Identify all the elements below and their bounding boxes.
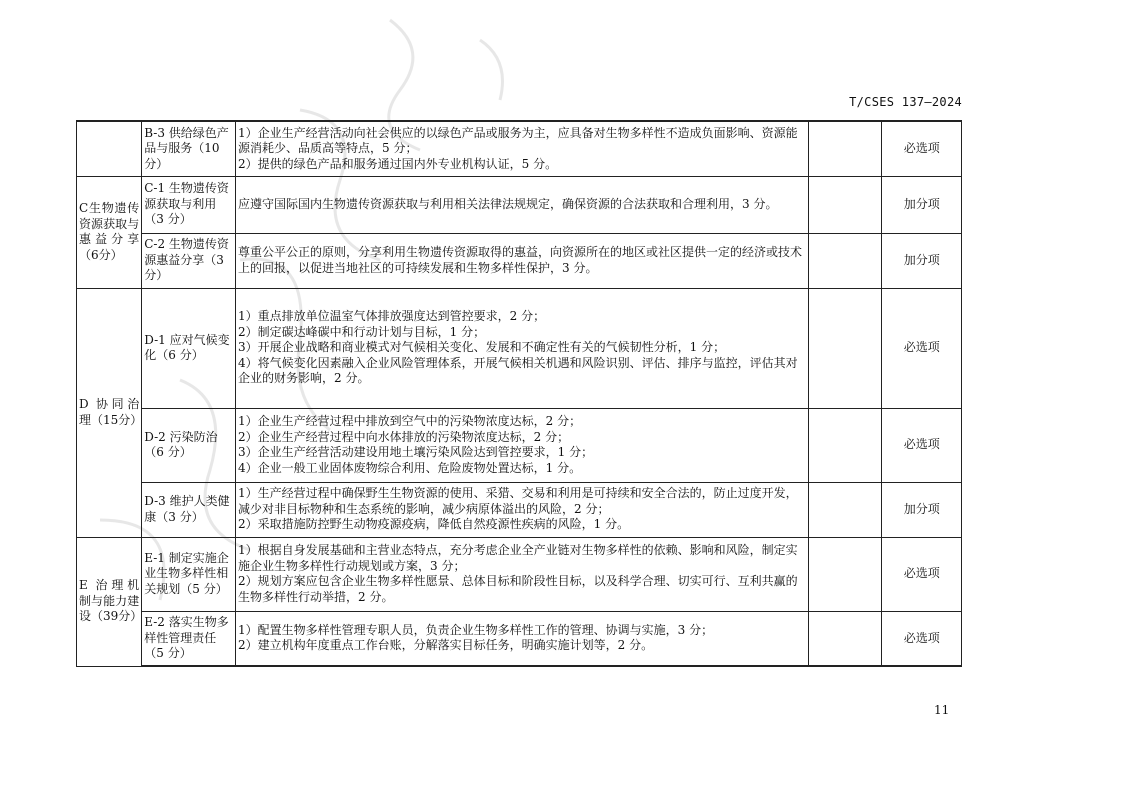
group-cell-d: D 协同治理（15分）: [77, 288, 142, 537]
sub-indicator: B-3 供给绿色产品与服务（10分）: [142, 121, 236, 176]
sub-indicator: E-1 制定实施企业生物多样性相关规划（5 分）: [142, 537, 236, 611]
sub-indicator: C-2 生物遗传资源惠益分享（3 分）: [142, 233, 236, 288]
scoring-line: 4）企业一般工业固体废物综合利用、危险废物处置达标，1 分。: [238, 460, 582, 475]
item-type: 必选项: [882, 537, 962, 611]
table-row: [77, 482, 962, 537]
blank-cell: [809, 408, 882, 482]
blank-cell: [809, 537, 882, 611]
item-type: 必选项: [882, 288, 962, 408]
standard-code: T/CSES 137—2024: [849, 95, 962, 109]
sub-indicator: D-1 应对气候变化（6 分）: [142, 288, 236, 408]
scoring-line: 2）建立机构年度重点工作台账，分解落实目标任务，明确实施计划等，2 分。: [238, 638, 654, 653]
item-type: 加分项: [882, 176, 962, 233]
blank-cell: [809, 121, 882, 176]
scoring-content: [236, 408, 809, 482]
item-type: 加分项: [882, 482, 962, 537]
table-row: [77, 611, 962, 666]
scoring-line: 2）提供的绿色产品和服务通过国内外专业机构认证，5 分。: [238, 156, 558, 171]
evaluation-table: [76, 120, 962, 667]
group-cell-c: C生物遗传资源获取与惠益分享（6分）: [77, 176, 142, 288]
scoring-line: 1）企业生产经营活动向社会供应的以绿色产品或服务为主，应具备对生物多样性不造成负面影响、资源能源消耗少、品质高等特点，5 分；: [238, 125, 798, 155]
item-type: 必选项: [882, 611, 962, 666]
scoring-line: 1）企业生产经营过程中排放到空气中的污染物浓度达标，2 分；: [238, 414, 582, 428]
scoring-line: 1）生产经营过程中确保野生生物资源的使用、采猎、交易和利用是可持续和安全合法的，防止过度开发，减少对非目标物种和生态系统的影响，减少病原体溢出的风险，2 分；: [238, 486, 798, 516]
group-cell-e: E 治理机制与能力建设（39分）: [77, 537, 142, 666]
scoring-line: 2）规划方案应包含企业生物多样性愿景、总体目标和阶段性目标，以及科学合理、切实可行、互利共赢的生物多样性行动举措，2 分。: [238, 574, 798, 604]
scoring-line: 4）将气候变化因素融入企业风险管理体系，开展气候相关机遇和风险识别、评估、排序与监控，评估其对企业的财务影响，2 分。: [238, 355, 798, 386]
table-row: [77, 537, 962, 611]
sub-indicator: C-1 生物遗传资源获取与利用（3 分）: [142, 176, 236, 233]
scoring-content: [236, 611, 809, 666]
scoring-line: 2）采取措施防控野生动物疫源疫病，降低自然疫源性疾病的风险，1 分。: [238, 517, 630, 532]
scoring-line: 2）企业生产经营过程中向水体排放的污染物浓度达标，2 分；: [238, 429, 570, 444]
item-type: 加分项: [882, 233, 962, 288]
blank-cell: [809, 482, 882, 537]
table-row: [77, 408, 962, 482]
scoring-content: [236, 288, 809, 408]
scoring-line: 1）重点排放单位温室气体排放强度达到管控要求，2 分；: [238, 309, 546, 324]
scoring-line: 应遵守国际国内生物遗传资源获取与利用相关法律法规规定，确保资源的合法获取和合理利用，3 分。: [238, 196, 778, 211]
sub-indicator: D-3 维护人类健康（3 分）: [142, 482, 236, 537]
scoring-line: 1）配置生物多样性管理专职人员，负责企业生物多样性工作的管理、协调与实施，3 分；: [238, 622, 714, 637]
blank-cell: [809, 176, 882, 233]
page-number: 11: [934, 703, 950, 717]
scoring-line: 1）根据自身发展基础和主营业态特点，充分考虑企业全产业链对生物多样性的依赖、影响和风险，制定实施企业生物多样性行动规划或方案，3 分；: [238, 543, 798, 573]
scoring-line: 3）企业生产经营活动建设用地土壤污染风险达到管控要求，1 分；: [238, 445, 594, 459]
table-row: [77, 121, 962, 176]
blank-cell: [809, 611, 882, 666]
scoring-content: [236, 233, 809, 288]
sub-indicator: E-2 落实生物多样性管理责任（5 分）: [142, 611, 236, 666]
group-cell-b-continued: [77, 121, 142, 176]
table-row: [77, 176, 962, 233]
item-type: 必选项: [882, 408, 962, 482]
table-row: [77, 288, 962, 408]
scoring-content: [236, 121, 809, 176]
scoring-line: 3）开展企业战略和商业模式对气候相关变化、发展和不确定性有关的气候韧性分析，1 分；: [238, 340, 726, 355]
blank-cell: [809, 233, 882, 288]
scoring-line: 尊重公平公正的原则，分享利用生物遗传资源取得的惠益，向资源所在的地区或社区提供一定的经济或技术上的回报，以促进当地社区的可持续发展和生物多样性保护，3 分。: [238, 245, 803, 275]
sub-indicator: D-2 污染防治（6 分）: [142, 408, 236, 482]
scoring-content: [236, 176, 809, 233]
scoring-line: 2）制定碳达峰碳中和行动计划与目标，1 分；: [238, 324, 486, 339]
scoring-content: [236, 537, 809, 611]
table-row: [77, 233, 962, 288]
item-type: 必选项: [882, 121, 962, 176]
scoring-content: [236, 482, 809, 537]
blank-cell: [809, 288, 882, 408]
